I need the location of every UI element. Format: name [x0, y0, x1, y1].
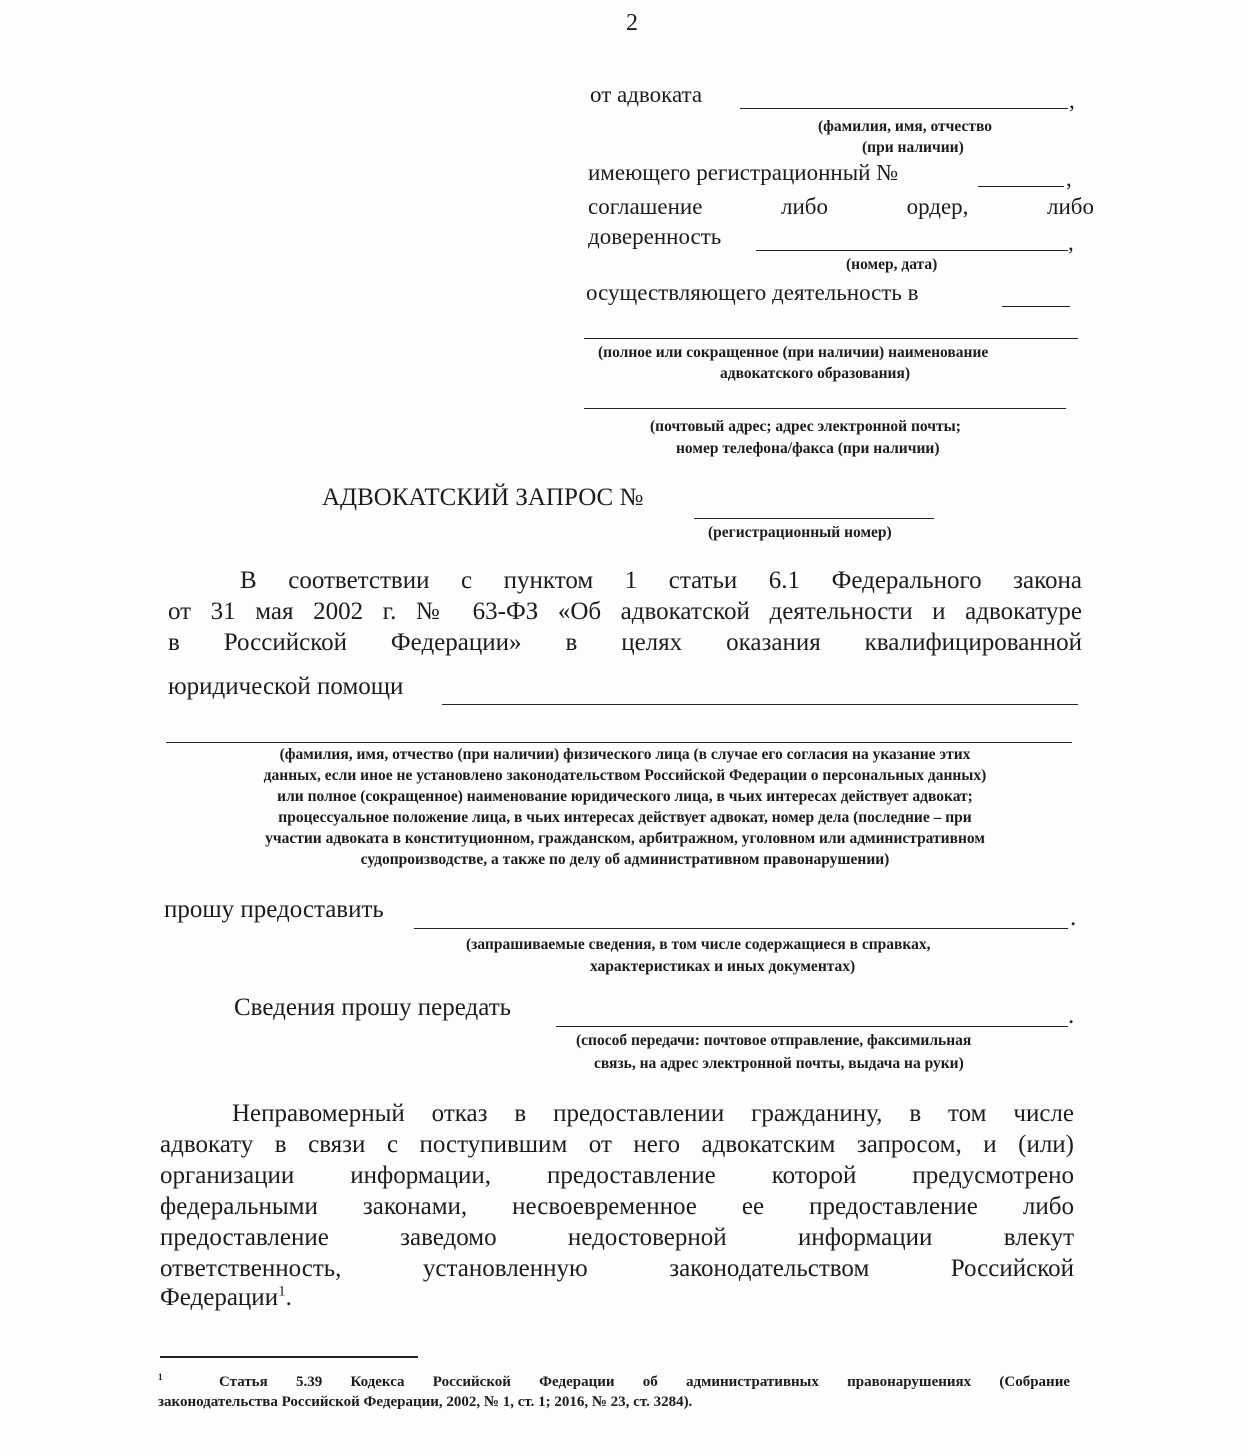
footnote [158, 1372, 1070, 1412]
warning-line: ответственность, установленную законодательством Российской [160, 1255, 1074, 1282]
activity-field-start[interactable] [1002, 306, 1070, 307]
intro-paragraph [168, 565, 1082, 658]
intro-line: от 31 мая 2002 г. № 63-ФЗ «Об адвокатской деятельности и адвокатуре [168, 598, 1082, 625]
fio-caption-2: (при наличии) [862, 139, 964, 156]
power-caption: (номер, дата) [846, 256, 938, 273]
request-caption-1: (запрашиваемые сведения, в том числе содержащиеся в справках, [466, 936, 931, 953]
agreement-line [588, 194, 1094, 220]
reg-comma: , [1066, 166, 1072, 191]
footnote-marker: 1 [158, 1372, 163, 1382]
power-field[interactable] [756, 250, 1068, 251]
subject-caption-line: (фамилия, имя, отчество (при наличии) физического лица (в случае его согласия на указание этих [279, 746, 971, 763]
warning-last-word: Федерации [160, 1284, 279, 1311]
subject-caption-line: данных, если иное не установлено законодательством Российской Федерации о персональных данных) [263, 767, 987, 784]
delivery-caption-2: связь, на адрес электронной почты, выдача на руки) [594, 1055, 964, 1072]
from-label: от адвоката [590, 82, 703, 107]
subject-caption-line: процессуальное положение лица, в чьих интересах действует адвокат, номер дела (последние – при [278, 809, 972, 826]
warning-end: . [285, 1284, 292, 1311]
footnote-line-1 [158, 1372, 1070, 1392]
delivery-label: Сведения прошу передать [234, 994, 512, 1021]
warning-last-line [160, 1284, 292, 1312]
advocate-name-field[interactable] [740, 108, 1068, 109]
reg-label: имеющего регистрационный № [588, 160, 899, 185]
intro-last-line: юридической помощи [168, 673, 404, 700]
request-end: . [1070, 904, 1077, 931]
delivery-caption-1: (способ передачи: почтовое отправление, факсимильная [576, 1032, 972, 1049]
footnote-ref[interactable]: 1 [278, 1283, 286, 1300]
subject-field[interactable] [166, 742, 1072, 743]
warning-line: Неправомерный отказ в предоставлении гражданину, в том числе [232, 1100, 1074, 1127]
address-field[interactable] [584, 408, 1066, 409]
subject-caption-line: участии адвоката в конституционном, гражданском, арбитражном, уголовном или административном [265, 830, 985, 847]
warning-line: федеральными законами, несвоевременное ее предоставление либо [160, 1193, 1074, 1220]
address-caption-2: номер телефона/факса (при наличии) [676, 440, 940, 457]
intro-line: в Российской Федерации» в целях оказания квалифицированной [168, 629, 1082, 656]
warning-line: организации информации, предоставление которой предусмотрено [160, 1162, 1074, 1189]
org-caption-1: (полное или сокращенное (при наличии) наименование [598, 344, 989, 361]
footnote-divider [160, 1356, 418, 1358]
request-field[interactable] [414, 928, 1068, 929]
agreement-word: либо [780, 194, 828, 219]
warning-line: адвокату в связи с поступившим от него адвокатским запросом, и (или) [160, 1131, 1074, 1158]
request-caption-2: характеристиках и иных документах) [590, 958, 856, 975]
document-title: АДВОКАТСКИЙ ЗАПРОС № [322, 484, 644, 511]
from-comma: , [1069, 88, 1075, 113]
reg-number-field[interactable] [978, 186, 1064, 187]
footnote-line-2: законодательства Российской Федерации, 2002, № 1, ст. 1; 2016, № 23, ст. 3284). [158, 1394, 693, 1410]
agreement-word: либо [1047, 194, 1094, 219]
subject-caption-line: или полное (сокращенное) наименование юридического лица, в чьих интересах действует адвокат; [277, 788, 973, 805]
request-number-field[interactable] [694, 518, 934, 519]
warning-paragraph [160, 1098, 1074, 1284]
page-number: 2 [626, 10, 638, 36]
subject-caption [150, 744, 1100, 870]
power-comma: , [1068, 230, 1074, 255]
subject-caption-line: судопроизводстве, а также по делу об административном правонарушении) [360, 851, 890, 868]
power-label: доверенность [588, 224, 722, 249]
request-label: прошу предоставить [164, 896, 384, 923]
delivery-field[interactable] [556, 1026, 1068, 1027]
delivery-end: . [1068, 1002, 1075, 1029]
warning-line: предоставление заведомо недостоверной информации влекут [160, 1224, 1074, 1251]
address-caption-1: (почтовый адрес; адрес электронной почты; [650, 418, 961, 435]
footnote-text-1: Статья 5.39 Кодекса Российской Федерации об административных правонарушениях (Собрание [219, 1374, 1071, 1390]
agreement-word: ордер, [906, 194, 969, 219]
org-caption-2: адвокатского образования) [720, 365, 910, 382]
activity-label: осуществляющего деятельность в [586, 280, 919, 305]
intro-line: В соответствии с пунктом 1 статьи 6.1 Федерального закона [240, 567, 1082, 594]
fio-caption-1: (фамилия, имя, отчество [818, 118, 992, 135]
subject-field-start[interactable] [442, 704, 1078, 705]
title-caption: (регистрационный номер) [708, 524, 892, 541]
agreement-word: соглашение [588, 194, 703, 219]
activity-field[interactable] [584, 338, 1078, 339]
